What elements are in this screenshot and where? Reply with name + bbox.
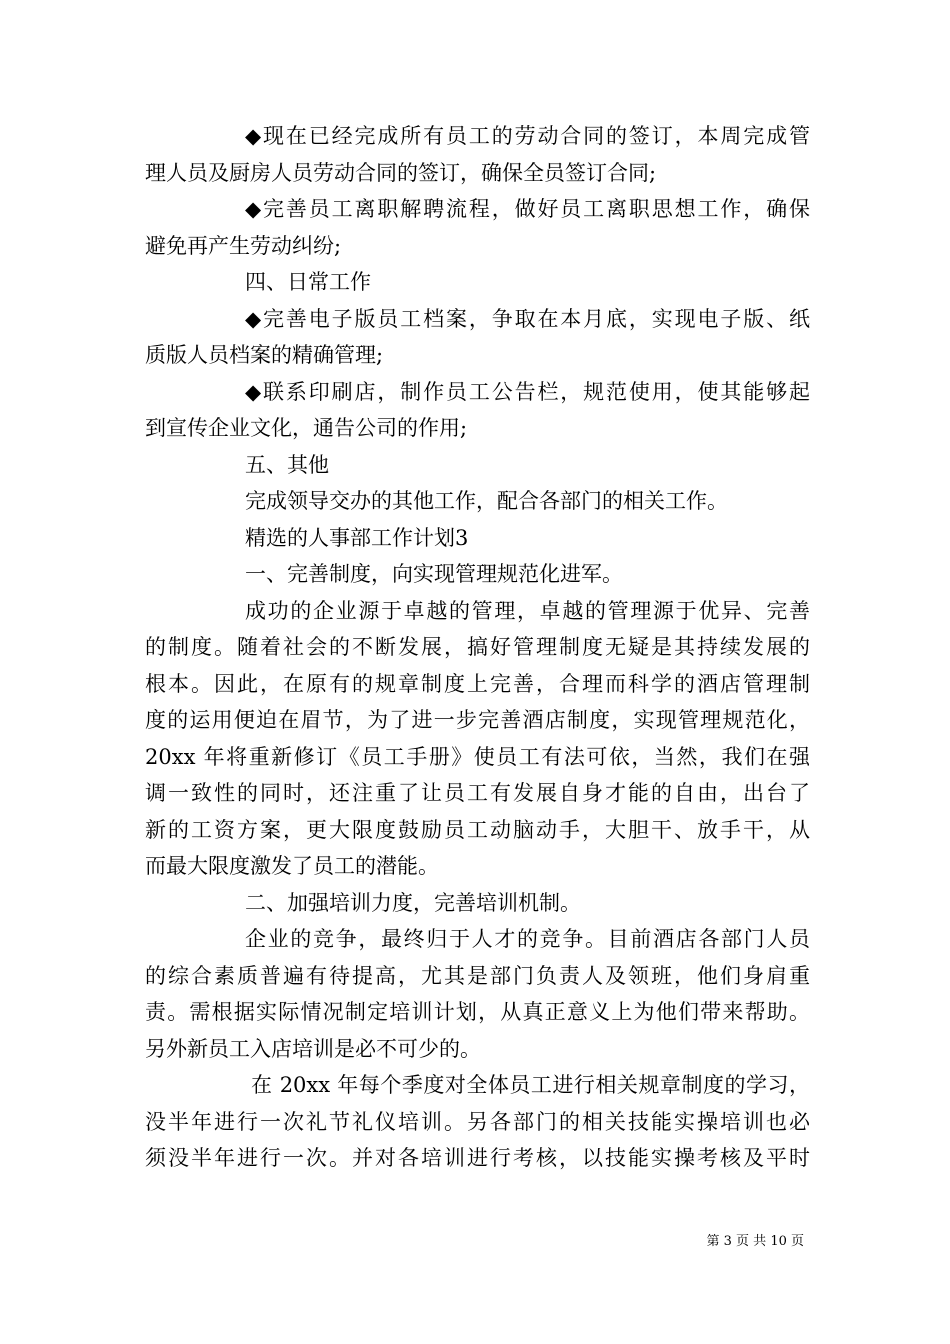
text-line: 到宣传企业文化，通告公司的作用;: [145, 416, 468, 440]
text-line: 根本。因此，在原有的规章制度上完善，合理而科学的酒店管理制: [145, 671, 810, 696]
text-line: 20xx 年将重新修订《员工手册》使员工有法可依，当然，我们在强: [145, 744, 810, 769]
text-line: 避免再产生劳动纠纷;: [145, 233, 342, 258]
text-line: 五、其他: [245, 452, 329, 477]
text-line: 一、完善制度，向实现管理规范化进军。: [245, 562, 623, 586]
text-line: 的综合素质普遍有待提高，尤其是部门负责人及领班，他们身肩重: [145, 963, 810, 988]
text-line: 质版人员档案的精确管理;: [145, 343, 384, 367]
text-line: ◆联系印刷店，制作员工公告栏，规范使用，使其能够起: [245, 379, 810, 404]
text-line: 新的工资方案，更大限度鼓励员工动脑动手，大胆干、放手干，从: [145, 817, 810, 842]
text-line: 完成领导交办的其他工作，配合各部门的相关工作。: [245, 489, 728, 513]
text-line: 另外新员工入店培训是必不可少的。: [145, 1036, 481, 1061]
text-line: 而最大限度激发了员工的潜能。: [145, 854, 439, 878]
text-line: 须没半年进行一次。并对各培训进行考核，以技能实操考核及平时: [145, 1146, 810, 1170]
text-line: 没半年进行一次礼节礼仪培训。另各部门的相关技能实操培训也必: [145, 1109, 810, 1134]
text-line: 在 20xx 年每个季度对全体员工进行相关规章制度的学习，: [251, 1073, 810, 1097]
text-line: 四、日常工作: [245, 270, 371, 294]
text-line: 二、加强培训力度，完善培训机制。: [245, 890, 581, 915]
document-body: [145, 118, 810, 1177]
text-line: 精选的人事部工作计划3: [245, 525, 469, 550]
page-number: 第 3 页 共 10 页: [706, 1234, 804, 1249]
text-line: ◆完善电子版员工档案，争取在本月底，实现电子版、纸: [245, 306, 810, 331]
text-line: 企业的竞争，最终归于人才的竞争。目前酒店各部门人员: [245, 927, 810, 951]
text-line: 度的运用便迫在眉节，为了进一步完善酒店制度，实现管理规范化，: [145, 708, 810, 732]
text-line: 成功的企业源于卓越的管理，卓越的管理源于优异、完善: [245, 598, 810, 623]
text-line: ◆完善员工离职解聘流程，做好员工离职思想工作，确保: [245, 197, 810, 221]
text-line: 调一致性的同时，还注重了让员工有发展自身才能的自由，出台了: [145, 781, 810, 805]
text-line: ◆现在已经完成所有员工的劳动合同的签订，本周完成管: [245, 124, 810, 148]
text-line: 责。需根据实际情况制定培训计划，从真正意义上为他们带来帮助。: [145, 1000, 810, 1024]
text-line: 的制度。随着社会的不断发展，搞好管理制度无疑是其持续发展的: [145, 635, 810, 659]
text-line: 理人员及厨房人员劳动合同的签订，确保全员签订合同;: [145, 160, 657, 185]
